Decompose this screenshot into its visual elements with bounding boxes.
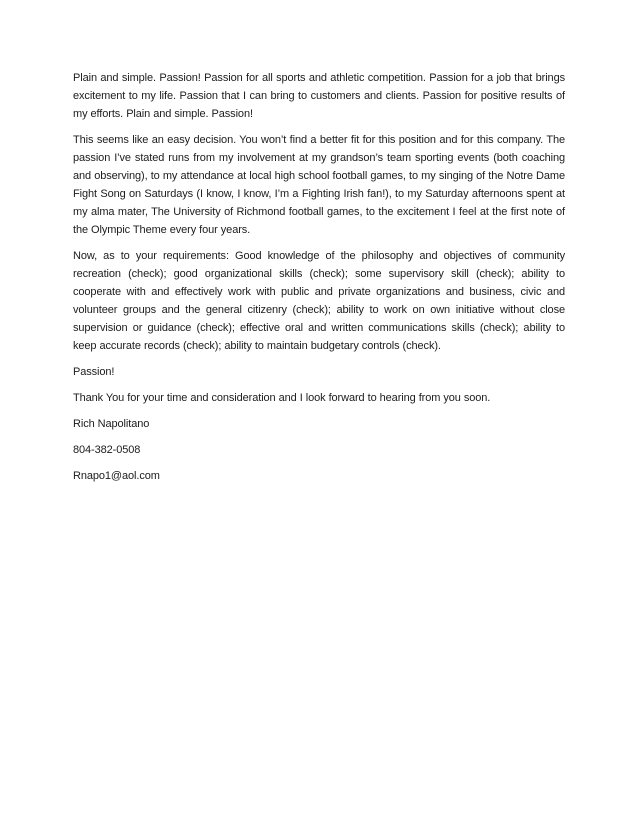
paragraph-easy-decision: This seems like an easy decision. You won’t find a better fit for this position and for this company. The passion I’ve stated runs from my involvement at my grandson’s team sporting events (both coaching and observing), to my attendance at local high school football games, to my singing of the Notre Dame Fight Song on Saturdays (I know, I know, I’m a Fighting Irish fan!), to my Saturday afternoons spent at my alma mater, The University of Richmond football games, to the excitement I feel at the first note of the Olympic Theme every four years. [73, 134, 565, 236]
letter-body [73, 69, 565, 493]
line-passion-exclamation: Passion! [73, 366, 115, 378]
paragraph-requirements-checklist: Now, as to your requirements: Good knowledge of the philosophy and objectives of community recreation (check); good organizational skills (check); some supervisory skill (check); ability to cooperate with and effectively work with public and private organizations and business, civic and volunteer groups and the general citizenry (check); ability to work on own initiative without close supervision or guidance (check); effective oral and written communications skills (check); ability to keep accurate records (check); ability to maintain budgetary controls (check). [73, 250, 565, 352]
paragraph-thank-you: Thank You for your time and consideration and I look forward to hearing from you soon. [73, 392, 491, 404]
email-address: Rnapo1@aol.com [73, 470, 160, 482]
paragraph-passion-statement: Plain and simple. Passion! Passion for all sports and athletic competition. Passion for a job that brings excitement to my life. Passion that I can bring to customers and clients. Passion for positive results of my efforts. Plain and simple. Passion! [73, 72, 565, 120]
signature-name: Rich Napolitano [73, 418, 150, 430]
phone-number: 804-382-0508 [73, 444, 141, 456]
